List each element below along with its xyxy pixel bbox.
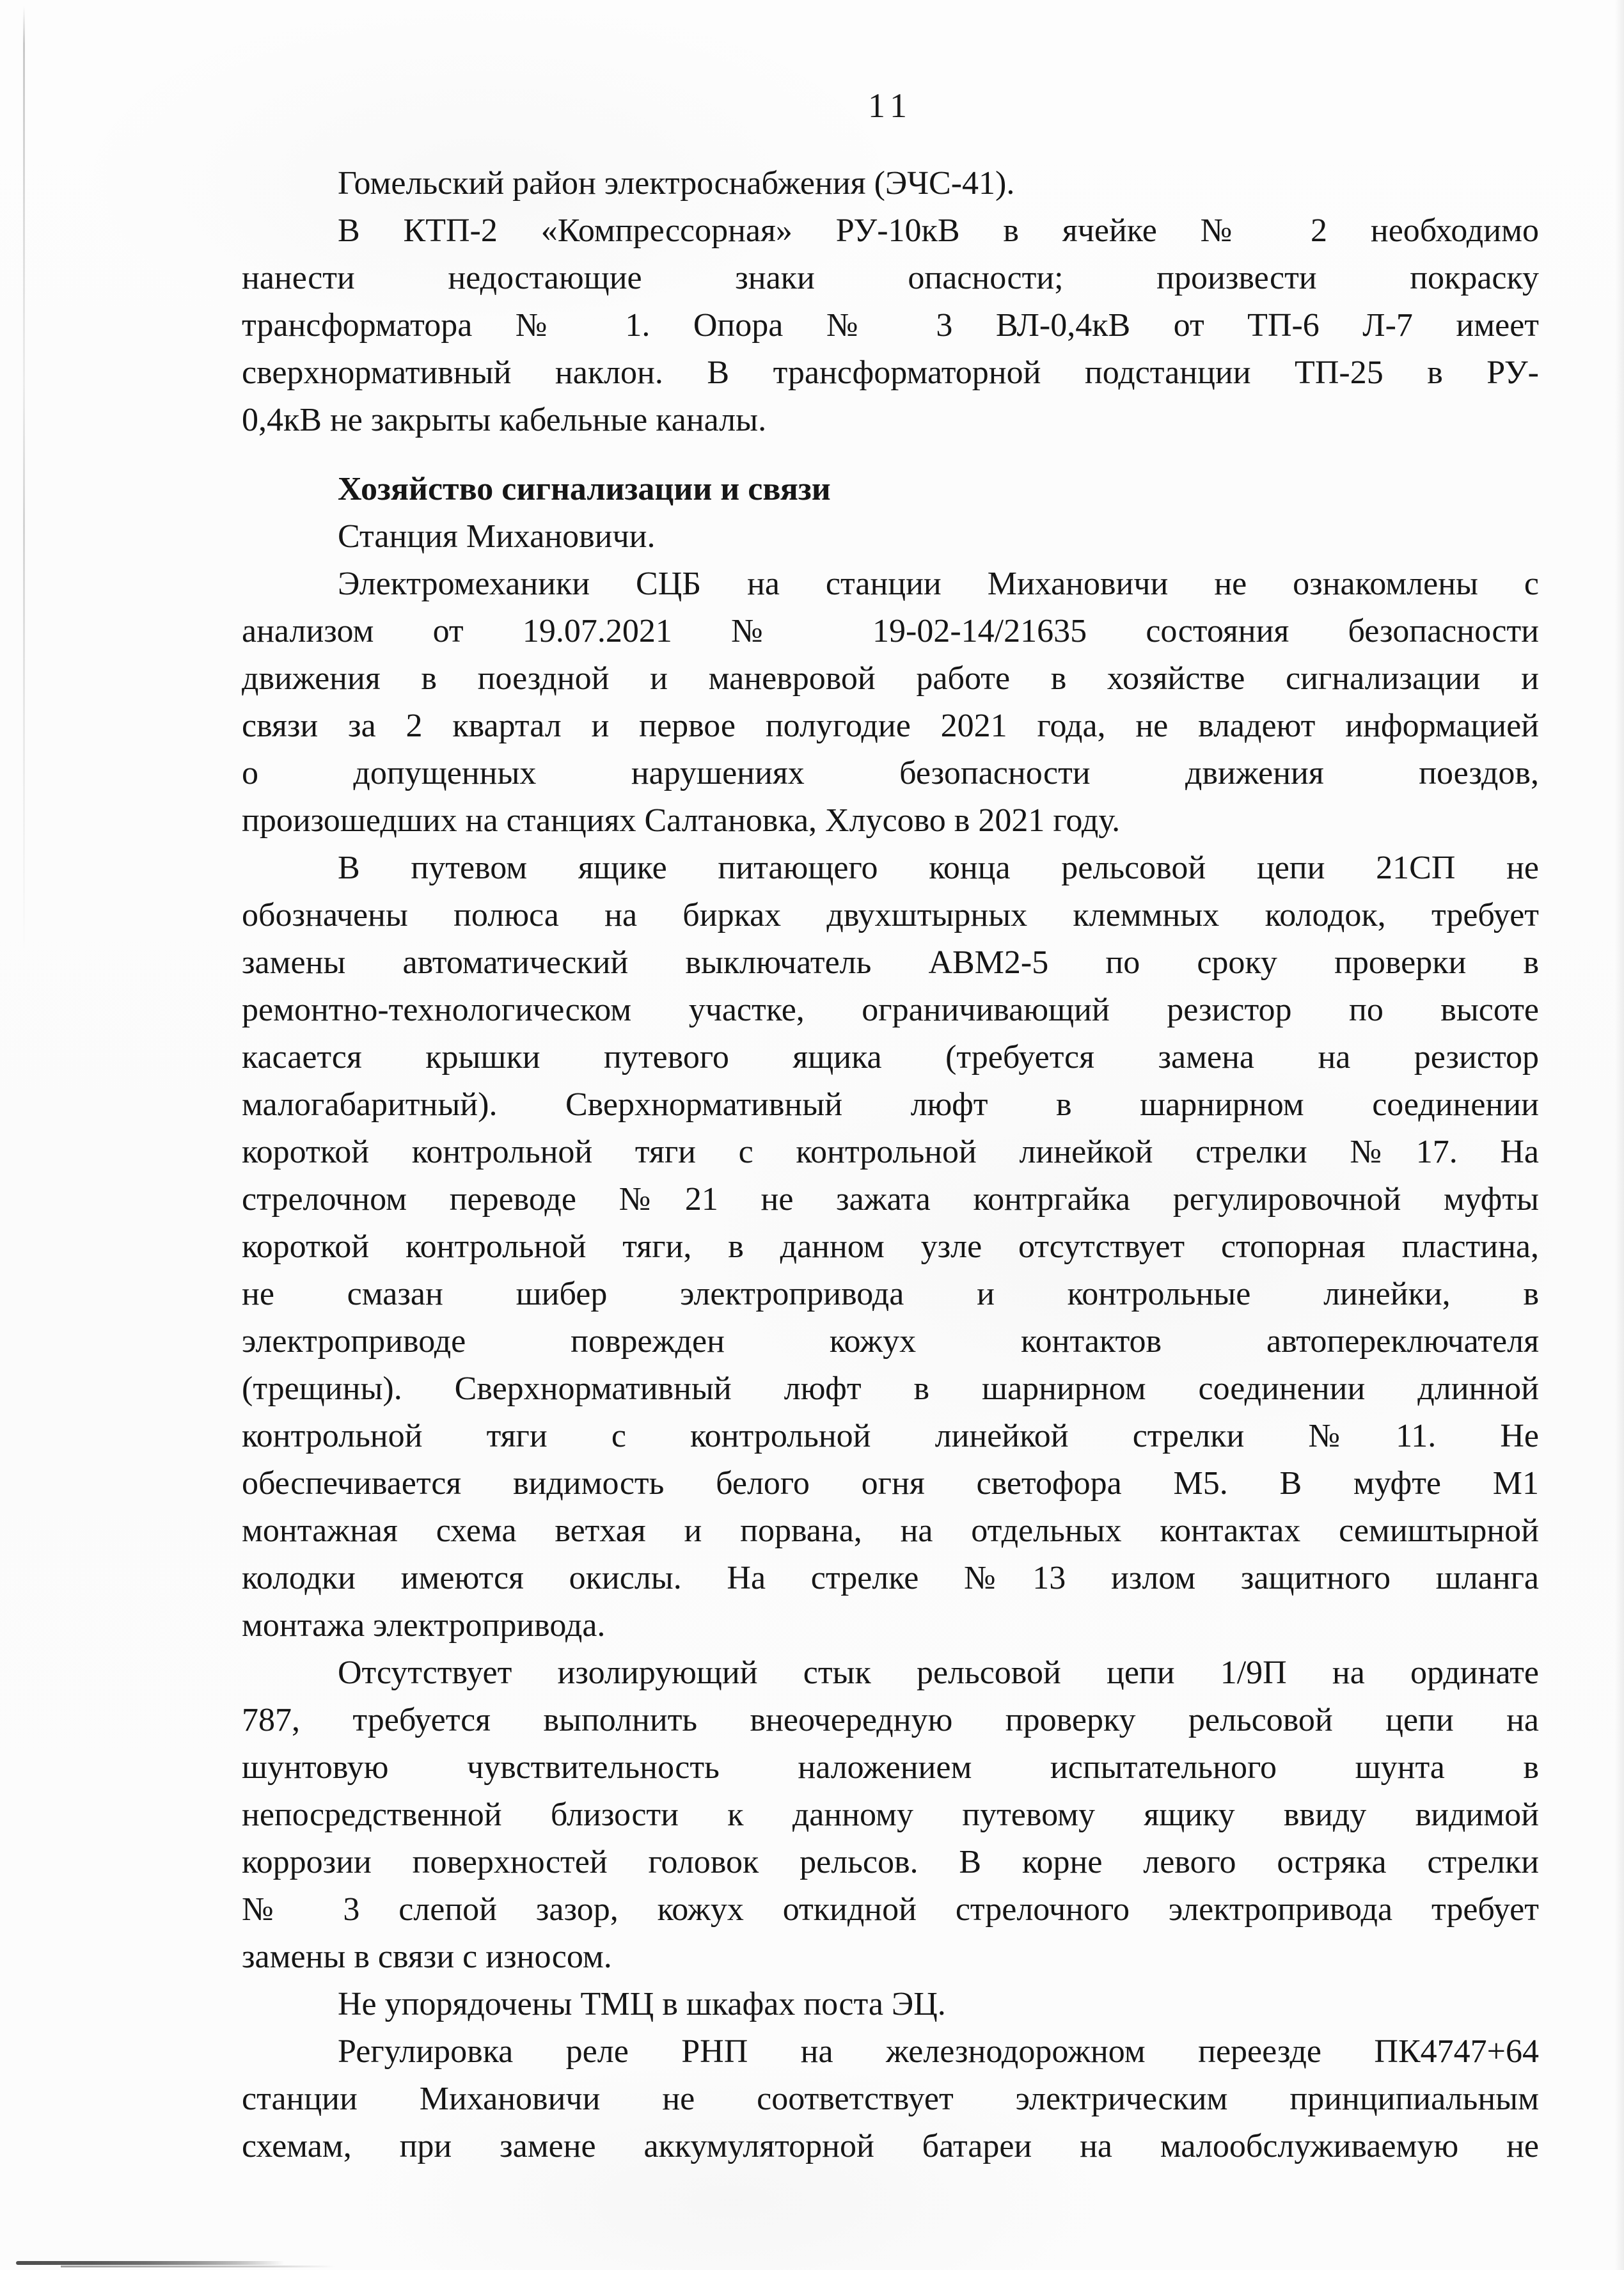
text-line: колодки имеются окислы. На стрелке №13 излом защитного шланга: [242, 1560, 1539, 1596]
text-line: анализом от 19.07.2021 № 19-02-14/21635 состояния безопасности: [242, 613, 1539, 649]
text-line: Отсутствует изолирующий стык рельсовой цепи 1/9П на ординате: [338, 1655, 1539, 1691]
text-line: стрелочном переводе №21 не зажата контргайка регулировочной муфты: [242, 1181, 1539, 1218]
scan-streak-artifact: [16, 2261, 285, 2265]
text-line: монтажа электропривода.: [242, 1607, 606, 1644]
scan-streak-artifact-2: [61, 2266, 336, 2267]
text-line: движения в поездной и маневровой работе в хозяйстве сигнализации и: [242, 660, 1539, 697]
text-line: короткой контрольной тяги, в данном узле отсутствует стопорная пластина,: [242, 1228, 1539, 1265]
text-line: Регулировка реле РНП на железнодорожном переезде ПК4747+64: [338, 2033, 1539, 2070]
text-line: В путевом ящике питающего конца рельсовой цепи 21СП не: [338, 850, 1539, 886]
page-number: 11: [868, 86, 913, 125]
text-line: Не упорядочены ТМЦ в шкафах поста ЭЦ.: [338, 1986, 946, 2022]
text-line: связи за 2 квартал и первое полугодие 2021 года, не владеют информацией: [242, 708, 1539, 744]
text-block: [242, 160, 1539, 2170]
text-line: обеспечивается видимость белого огня светофора М5. В муфте М1: [242, 1465, 1539, 1502]
scan-edge-artifact-left: [23, 6, 25, 950]
text-line: не смазан шибер электропривода и контрольные линейки, в: [242, 1276, 1539, 1312]
section-heading: Хозяйство сигнализации и связи: [338, 471, 831, 507]
text-line: Электромеханики СЦБ на станции Михановичи не ознакомлены с: [338, 566, 1539, 602]
text-line: Станция Михановичи.: [338, 518, 656, 555]
text-line: станции Михановичи не соответствует электрическим принципиальным: [242, 2081, 1539, 2117]
text-line: (трещины). Сверхнормативный люфт в шарнирном соединении длинной: [242, 1370, 1539, 1407]
text-line: трансформатора № 1. Опора № 3 ВЛ-0,4кВ от ТП-6 Л-7 имеет: [242, 307, 1539, 344]
text-line: касается крышки путевого ящика (требуется замена на резистор: [242, 1039, 1539, 1075]
text-line: ремонтно-технологическом участке, ограничивающий резистор по высоте: [242, 992, 1539, 1028]
text-line: 787, требуется выполнить внеочередную проверку рельсовой цепи на: [242, 1702, 1539, 1738]
text-line: схемам, при замене аккумуляторной батареи на малообслуживаемую не: [242, 2128, 1539, 2164]
scan-edge-shadow-right: [1615, 0, 1624, 2270]
text-line: 0,4кВ не закрыты кабельные каналы.: [242, 402, 767, 438]
text-line: В КТП-2 «Компрессорная» РУ-10кВ в ячейке № 2 необходимо: [338, 212, 1539, 249]
text-line: замены в связи с износом.: [242, 1939, 612, 1975]
text-line: малогабаритный). Сверхнормативный люфт в шарнирном соединении: [242, 1086, 1539, 1123]
text-line: коррозии поверхностей головок рельсов. В корне левого остряка стрелки: [242, 1844, 1539, 1880]
text-line: нанести недостающие знаки опасности; произвести покраску: [242, 260, 1539, 296]
text-line: № 3 слепой зазор, кожух откидной стрелочного электропривода требует: [242, 1891, 1539, 1928]
text-line: контрольной тяги с контрольной линейкой стрелки №11. Не: [242, 1418, 1539, 1454]
text-line: электроприводе поврежден кожух контактов автопереключателя: [242, 1323, 1539, 1360]
text-line: шунтовую чувствительность наложением испытательного шунта в: [242, 1749, 1539, 1786]
text-line: короткой контрольной тяги с контрольной линейкой стрелки №17. На: [242, 1134, 1539, 1170]
text-line: произошедших на станциях Салтановка, Хлусово в 2021 году.: [242, 802, 1121, 839]
text-line: непосредственной близости к данному путевому ящику ввиду видимой: [242, 1797, 1539, 1833]
text-line: обозначены полюса на бирках двухштырных клеммных колодок, требует: [242, 897, 1539, 933]
text-line: Гомельский район электроснабжения (ЭЧС-41).: [338, 165, 1015, 202]
text-line: о допущенных нарушениях безопасности движения поездов,: [242, 755, 1539, 791]
text-line: сверхнормативный наклон. В трансформаторной подстанции ТП-25 в РУ-: [242, 354, 1539, 391]
text-line: замены автоматический выключатель АВМ2-5 по сроку проверки в: [242, 944, 1539, 981]
text-line: монтажная схема ветхая и порвана, на отдельных контактах семиштырной: [242, 1512, 1539, 1549]
